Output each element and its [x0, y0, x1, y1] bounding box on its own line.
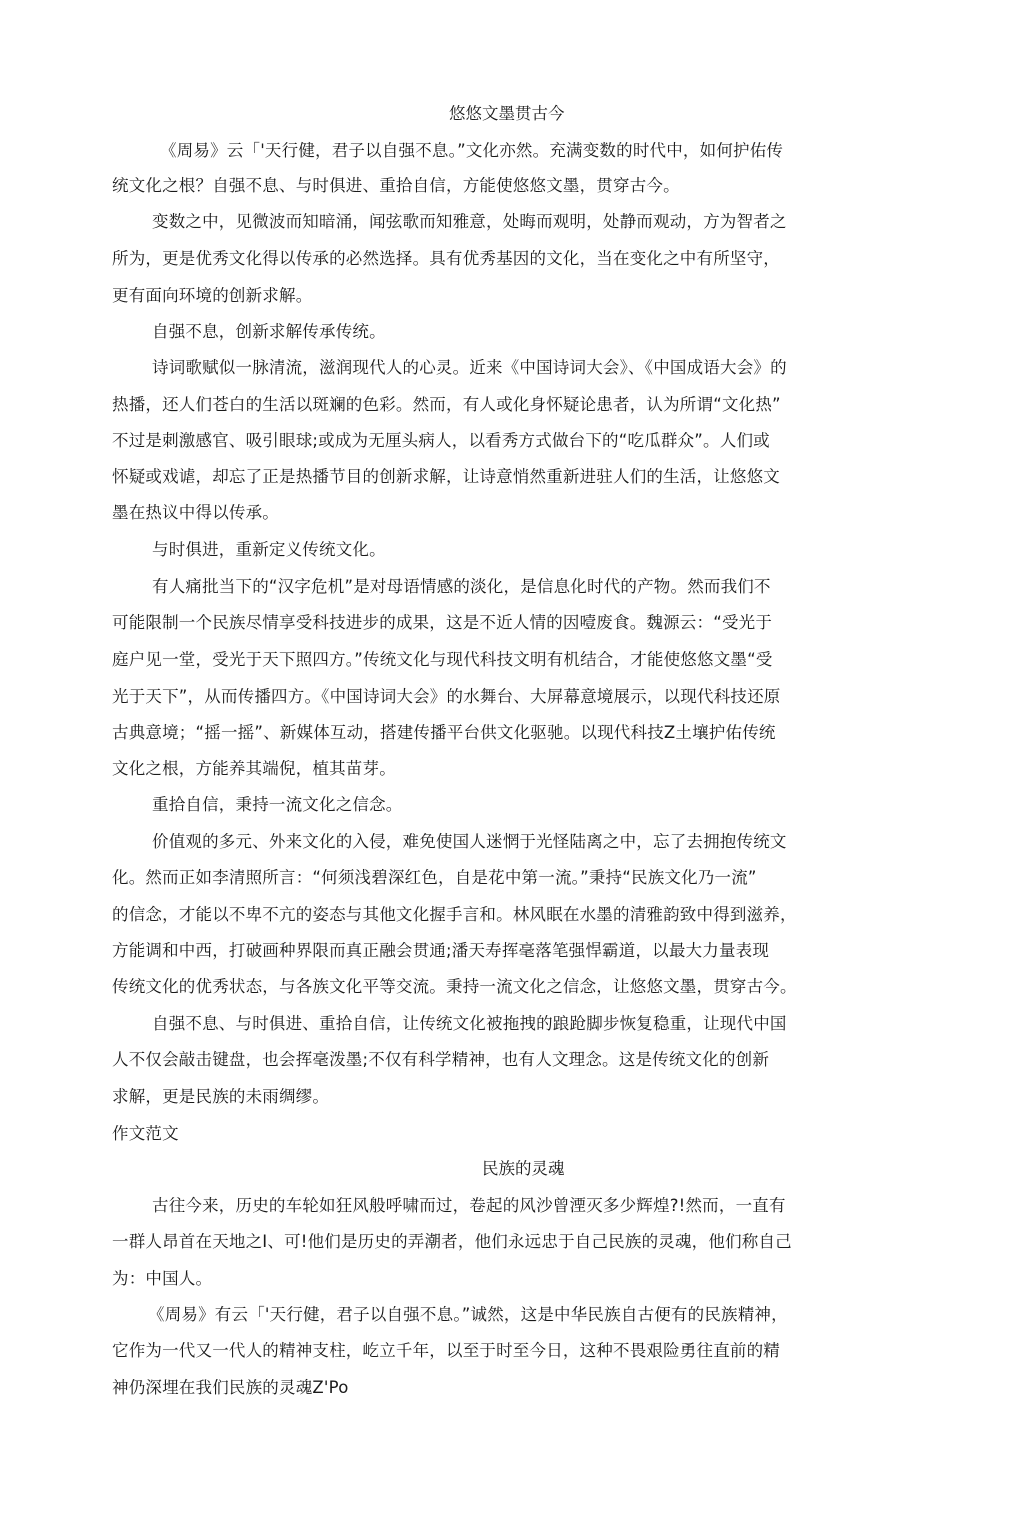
essay-line: 文化之根，方能养其端倪，植其苗芽。: [112, 759, 396, 778]
essay-line: 不过是刺激感官、吸引眼球;或成为无厘头病人，以看秀方式做台下的“吃瓜群众”。人们或: [112, 431, 770, 450]
essay-line: 热播，还人们苍白的生活以斑斓的色彩。然而，有人或化身怀疑论患者，认为所谓“文化热”: [112, 395, 781, 414]
essay-title: 民族的灵魂: [482, 1159, 565, 1178]
essay-line: 价值观的多元、外来文化的入侵，难免使国人迷惘于光怪陆离之中，忘了去拥抱传统文: [152, 832, 787, 851]
essay-line: 方能调和中西，打破画种界限而真正融会贯通;潘天寿挥毫落笔强悍霸道，以最大力量表现: [112, 941, 770, 960]
section-heading: 自强不息，创新求解传承传统。: [152, 322, 386, 341]
essay-title: 悠悠文墨贯古今: [449, 104, 565, 123]
essay-line: 古典意境；“摇一摇”、新媒体互动，搭建传播平台供文化驱驰。以现代科技Z土壤护佑传统: [112, 723, 776, 742]
essay-line: 墨在热议中得以传承。: [112, 503, 279, 522]
essay-line: 为：中国人。: [112, 1269, 213, 1288]
essay-line: 一群人昂首在天地之I、可!他们是历史的弄潮者，他们永远忠于自己民族的灵魂，他们称自己: [112, 1232, 792, 1251]
essay-line: 可能限制一个民族尽情享受科技进步的成果，这是不近人情的因噎废食。魏源云：“受光于: [112, 613, 773, 632]
section-heading: 重拾自信，秉持一流文化之信念。: [152, 795, 403, 814]
essay-line: 《周易》云「'天行健，君子以自强不息。”文化亦然。充满变数的时代中，如何护佑传: [160, 141, 784, 160]
essay-line: 更有面向环境的创新求解。: [112, 286, 313, 305]
essay-line: 求解，更是民族的未雨绸缪。: [112, 1087, 330, 1106]
section-heading: 与时俱进，重新定义传统文化。: [152, 540, 386, 559]
essay-line: 怀疑或戏谑，却忘了正是热播节目的创新求解，让诗意悄然重新进驻人们的生活，让悠悠文: [112, 467, 780, 486]
essay-line: 统文化之根？自强不息、与时俱进、重拾自信，方能使悠悠文墨，贯穿古今。: [112, 176, 680, 195]
essay-line: 自强不息、与时俱进、重拾自信，让传统文化被拖拽的踉跄脚步恢复稳重，让现代中国: [152, 1014, 787, 1033]
essay-line: 诗词歌赋似一脉清流，滋润现代人的心灵。近来《中国诗词大会》、《中国成语大会》的: [152, 358, 787, 377]
essay-line: 有人痛批当下的“汉字危机”是对母语情感的淡化，是信息化时代的产物。然而我们不: [152, 577, 771, 596]
essay-line: 神仍深埋在我们民族的灵魂Z'Po: [112, 1378, 349, 1397]
essay-line: 人不仅会敲击键盘，也会挥毫泼墨;不仅有科学精神，也有人文理念。这是传统文化的创新: [112, 1050, 770, 1069]
essay-line: 庭户见一堂，受光于天下照四方。”传统文化与现代科技文明有机结合，才能使悠悠文墨“受: [112, 650, 773, 669]
essay-line: 传统文化的优秀状态，与各族文化平等交流。秉持一流文化之信念，让悠悠文墨，贯穿古今。: [112, 977, 797, 996]
section-label: 作文范文: [112, 1124, 179, 1143]
essay-line: 古往今来，历史的车轮如狂风般呼啸而过，卷起的风沙曾湮灭多少辉煌?!然而，一直有: [152, 1196, 786, 1215]
essay-line: 《周易》有云「'天行健，君子以自强不息。”诚然，这是中华民族自古便有的民族精神，: [148, 1305, 788, 1324]
essay-line: 的信念，才能以不卑不亢的姿态与其他文化握手言和。林风眠在水墨的清雅韵致中得到滋养，: [112, 905, 797, 924]
essay-line: 化。然而正如李清照所言：“何须浅碧深红色，自是花中第一流。”秉持“民族文化乃一流”: [112, 868, 757, 887]
essay-line: 光于天下”，从而传播四方。《中国诗词大会》的水舞台、大屏幕意境展示，以现代科技还原: [112, 687, 781, 706]
essay-line: 所为，更是优秀文化得以传承的必然选择。具有优秀基因的文化，当在变化之中有所坚守，: [112, 249, 780, 268]
essay-line: 变数之中，见微波而知暗涌，闻弦歌而知雅意，处晦而观明，处静而观动，方为智者之: [152, 212, 787, 231]
essay-line: 它作为一代又一代人的精神支柱，屹立千年，以至于时至今日，这种不畏艰险勇往直前的精: [112, 1341, 780, 1360]
